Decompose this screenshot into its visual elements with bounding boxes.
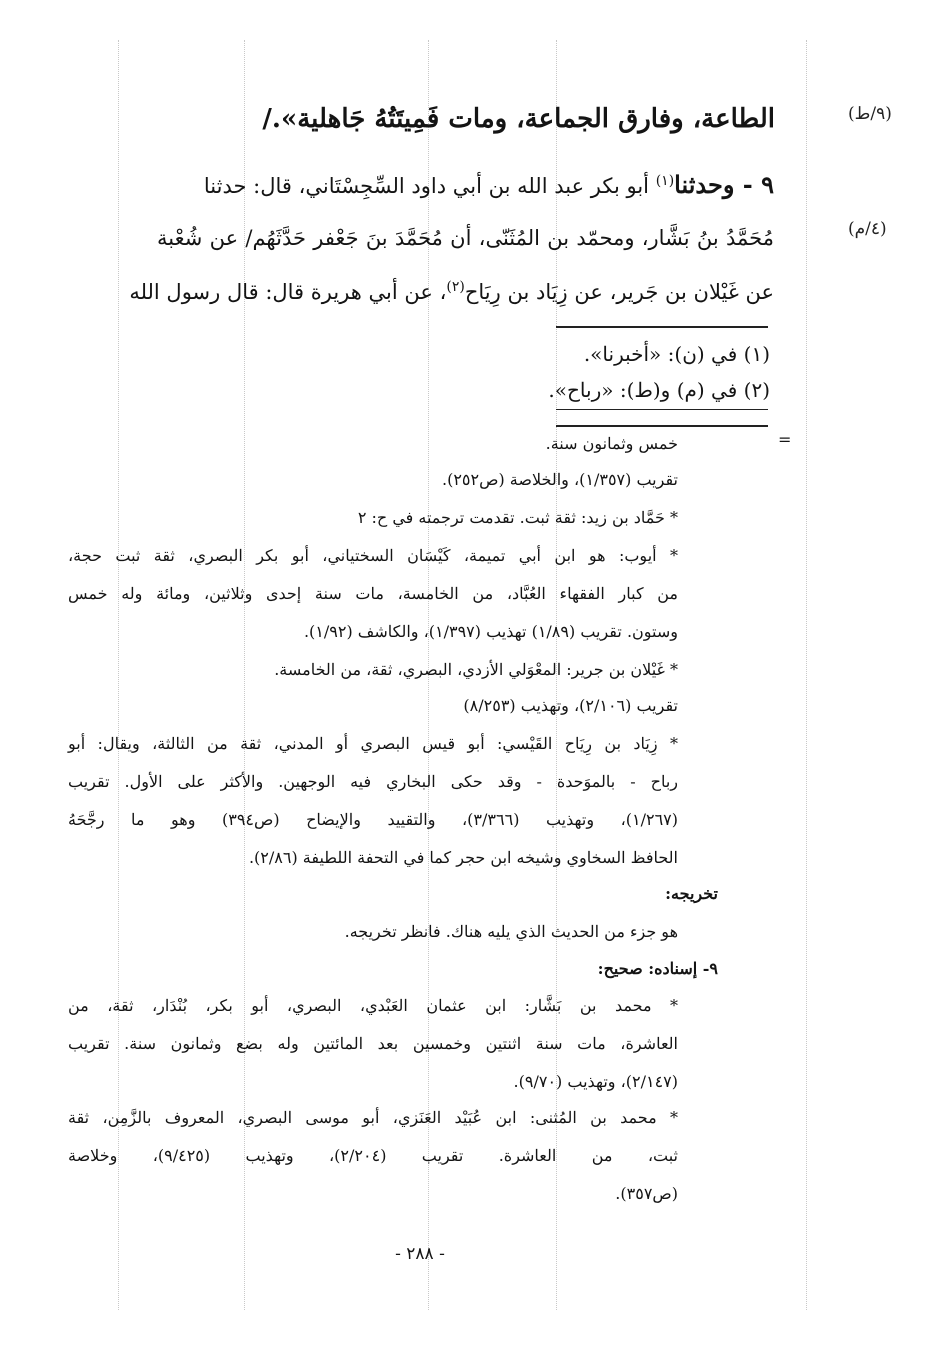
isnad-line-6: (ص٣٥٧). [615, 1184, 678, 1203]
isnad-line-2: العاشرة، مات سنة اثنتين وخمسين بعد المائتين وله بضع وثمانون سنة. تقريب [68, 1034, 678, 1053]
comm-line-12: الحافظ السخاوي وشيخه ابن حجر كما في التحفة اللطيفة (٢/٨٦). [248, 848, 678, 867]
hadith-line-2: مُحَمَّدُ بنُ بَشَّار، ومحمّد بن المُثَنّى، أن مُحَمَّدَ بنَ جَعْفر حَدَّثَهُم/ عن شُعْبة [157, 226, 774, 250]
continuation-mark: = [778, 430, 792, 449]
isnad-heading: ٩- إسناده: صحيح: [597, 959, 718, 978]
takhrij-text: هو جزء من الحديث الذي يليه هناك. فانظر تخريجه. [344, 922, 678, 941]
hadith-line-3 [129, 279, 774, 304]
hadith-line-1 [154, 170, 774, 199]
comm-line-6: وستون. تقريب (١/٨٩) تهذيب (١/٣٩٧)، والكاشف (١/٩٢). [303, 622, 678, 641]
isnad-line-1: * محمد بن بَشَّار: ابن عثمان العَبْدي، البصري، أبو بكر، بُنْدَار، ثقة، من [68, 996, 678, 1015]
page-title-line: الطاعة، وفارق الجماعة، ومات فَمِيتَتُهُ جَاهلية»./ [262, 104, 775, 134]
isnad-line-4: * محمد بن المُثنى: ابن عُبَيْد العَنَزي، أبو موسى البصري، المعروف بالزَّمِن، ثقة [68, 1108, 678, 1127]
comm-line-11: (١/٢٦٧)، وتهذيب (٣/٣٦٦)، والتقييد والإيضاح (ص٣٩٤) وهو ما رجَّحَهُ [68, 810, 679, 829]
page-number: - ٢٨٨ - [395, 1244, 445, 1264]
comm-line-4: * أيوب: هو ابن أبي تميمة، كَيْسَان السختياني، أبو بكر البصري، ثقة ثبت حجة، [68, 546, 678, 565]
hadith-number: ٩ - وحدثنا [674, 170, 774, 199]
comm-line-9: * زِيَاد بن رِيَاح القَيْسي: أبو قيس البصري أو المدني، ثقة من الثالثة، ويقال: أبو [68, 734, 678, 753]
comm-line-10: رباح - بالموَحدة - وقد حكى البخاري فيه الوجهين. والأكثر على الأول. تقريب [68, 772, 678, 791]
margin-ref-top: (٩/ط) [848, 104, 892, 124]
comm-line-1: خمس وثمانون سنة. [545, 434, 678, 453]
isnad-line-5: ثبت، من العاشرة. تقريب (٢/٢٠٤)، وتهذيب (٩/٤٢٥)، وخلاصة [68, 1146, 679, 1165]
footnote-2: (٢) في (م) و(ط): «رباح». [548, 378, 770, 402]
isnad-line-3: (٢/١٤٧)، وتهذيب (٩/٧٠). [513, 1072, 678, 1091]
scan-dotted-line [806, 40, 807, 1310]
footnote-separator [556, 326, 768, 328]
footnote-ref-1: (١) [655, 173, 675, 189]
footnote-ref-2: (٢) [446, 279, 465, 295]
comm-line-3: * حَمَّاد بن زيد: ثقة ثبت. تقدمت ترجمته في ح: ٢ [357, 508, 678, 527]
comm-line-2: تقريب (١/٣٥٧)، والخلاصة (ص٢٥٢). [442, 470, 678, 489]
footnote-1: (١) في (ن): «أخبرنا». [583, 342, 770, 366]
footnote-underline [556, 409, 768, 410]
comm-line-8: تقريب (٢/١٠٦)، وتهذيب (٨/٢٥٣) [463, 696, 678, 715]
comm-line-7: * غَيْلان بن جرير: المعْوَلي الأزدي، البصري، ثقة، من الخامسة. [274, 660, 678, 679]
comm-line-5: من كبار الفقهاء العُبَّاد، من الخامسة، مات سنة إحدى وثلاثين، ومائة وله خمس [68, 584, 678, 603]
footnote-bottom-rule [556, 425, 768, 427]
hadith-line-3-a: عن غَيْلان بن جَرير، عن زِيَاد بن رِيَاح [464, 280, 774, 304]
hadith-line-3-b: ، عن أبي هريرة قال: قال رسول الله [129, 280, 447, 304]
hadith-line-1-text: أبو بكر عبد الله بن أبي داود السِّجِسْتَاني، قال: حدثنا [203, 174, 650, 198]
margin-ref-middle: (٤/م) [848, 219, 887, 239]
takhrij-heading: تخريجه: [665, 884, 718, 903]
